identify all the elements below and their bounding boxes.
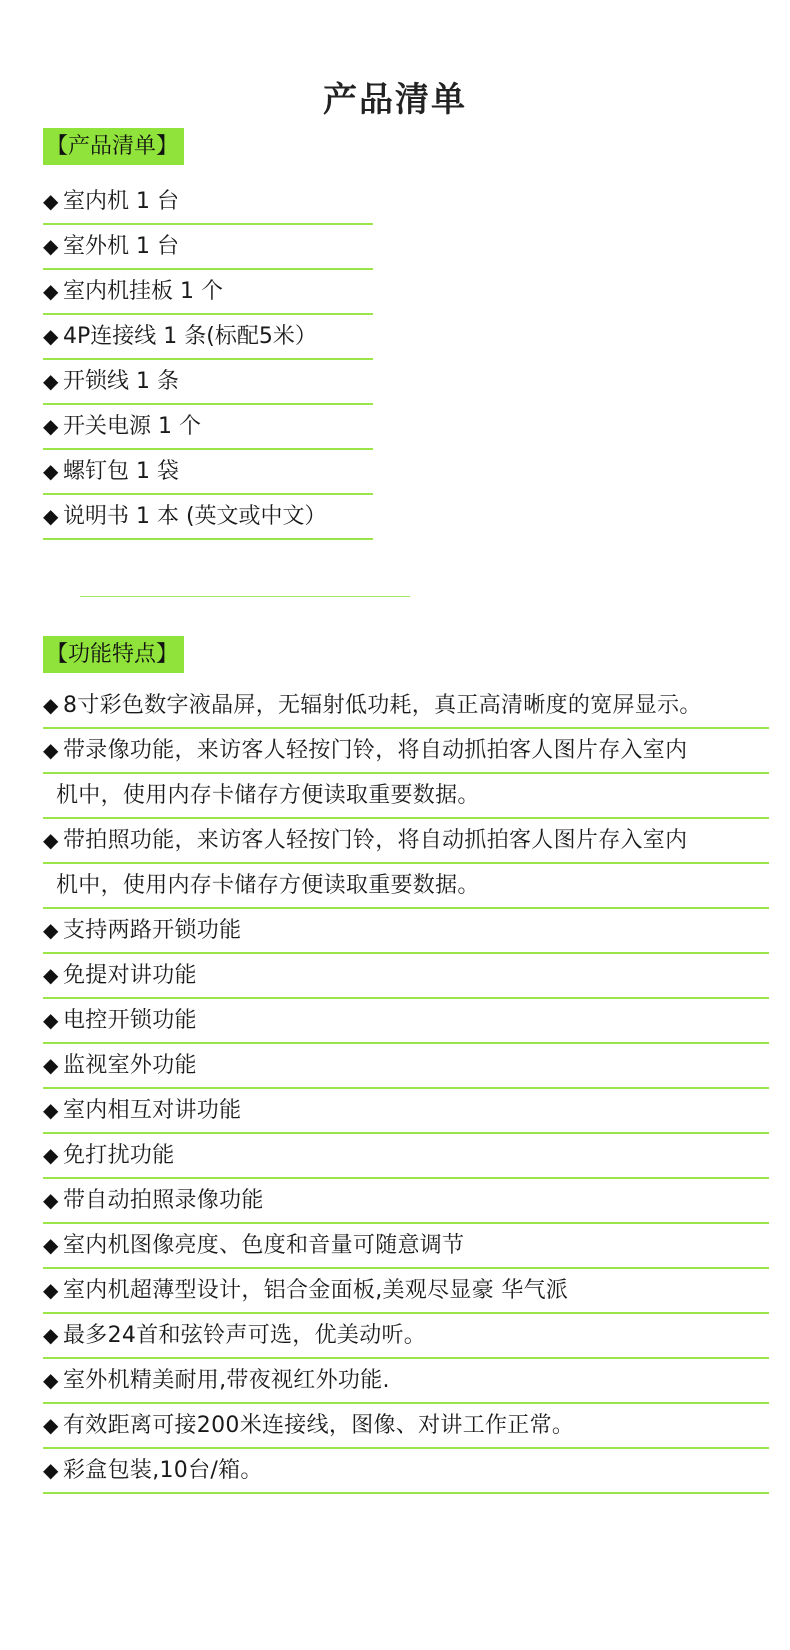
feature-item [43,1449,769,1494]
section-divider [80,596,410,597]
diamond-bullet-icon: ◆ [43,1323,59,1347]
product-item [43,315,373,360]
product-item-text: 开关电源 1 个 [63,414,201,439]
feature-item-continuation [43,774,769,817]
feature-item [43,684,769,729]
feature-item-text: 免提对讲功能 [63,963,197,988]
diamond-bullet-icon: ◆ [43,189,59,213]
diamond-bullet-icon: ◆ [43,414,59,438]
feature-item-text: 监视室外功能 [63,1053,197,1078]
feature-item-text: 电控开锁功能 [63,1008,197,1033]
feature-item [43,1179,769,1224]
product-item [43,450,373,495]
feature-item-text: 室内机图像亮度、色度和音量可随意调节 [63,1233,465,1258]
product-item-text: 说明书 1 本 (英文或中文） [63,504,327,529]
product-item [43,225,373,270]
feature-item-continuation [43,864,769,907]
feature-item-text: 带拍照功能，来访客人轻按门铃，将自动抓拍客人图片存入室内 [63,828,688,853]
feature-list-tag: 【功能特点】 [43,636,184,673]
product-list [43,180,373,540]
feature-item-text: 8寸彩色数字液晶屏，无辐射低功耗，真正高清晰度的宽屏显示。 [63,693,702,718]
diamond-bullet-icon: ◆ [43,459,59,483]
diamond-bullet-icon: ◆ [43,1008,59,1032]
diamond-bullet-icon: ◆ [43,828,59,852]
feature-item [43,1089,769,1134]
feature-item-text: 带自动拍照录像功能 [63,1188,264,1213]
diamond-bullet-icon: ◆ [43,279,59,303]
diamond-bullet-icon: ◆ [43,369,59,393]
diamond-bullet-icon: ◆ [43,1413,59,1437]
diamond-bullet-icon: ◆ [43,1188,59,1212]
product-item [43,405,373,450]
diamond-bullet-icon: ◆ [43,918,59,942]
diamond-bullet-icon: ◆ [43,234,59,258]
product-item-text: 室内机挂板 1 个 [63,279,223,304]
feature-item [43,819,769,909]
diamond-bullet-icon: ◆ [43,504,59,528]
feature-item [43,909,769,954]
diamond-bullet-icon: ◆ [43,693,59,717]
feature-item-text: 有效距离可接200米连接线，图像、对讲工作正常。 [63,1413,575,1438]
feature-item-text: 机中，使用内存卡储存方便读取重要数据。 [56,783,480,808]
feature-item-line [43,729,769,774]
diamond-bullet-icon: ◆ [43,1233,59,1257]
feature-item [43,1359,769,1404]
diamond-bullet-icon: ◆ [43,1368,59,1392]
feature-item [43,1404,769,1449]
feature-item [43,999,769,1044]
product-item-text: 螺钉包 1 袋 [63,459,179,484]
feature-item-text: 机中，使用内存卡储存方便读取重要数据。 [56,873,480,898]
diamond-bullet-icon: ◆ [43,1053,59,1077]
feature-item [43,954,769,999]
diamond-bullet-icon: ◆ [43,324,59,348]
feature-item-line [43,819,769,864]
feature-item-text: 彩盒包装,10台/箱。 [63,1458,263,1483]
product-item [43,360,373,405]
diamond-bullet-icon: ◆ [43,738,59,762]
product-item-text: 开锁线 1 条 [63,369,179,394]
feature-item [43,1044,769,1089]
product-item [43,270,373,315]
diamond-bullet-icon: ◆ [43,1143,59,1167]
feature-item-text: 带录像功能，来访客人轻按门铃，将自动抓拍客人图片存入室内 [63,738,688,763]
product-list-tag: 【产品清单】 [43,128,184,165]
diamond-bullet-icon: ◆ [43,963,59,987]
diamond-bullet-icon: ◆ [43,1098,59,1122]
product-item [43,495,373,540]
product-item [43,180,373,225]
diamond-bullet-icon: ◆ [43,1458,59,1482]
feature-item-text: 室内相互对讲功能 [63,1098,242,1123]
feature-item [43,1314,769,1359]
product-item-text: 室内机 1 台 [63,189,179,214]
feature-item-text: 室外机精美耐用,带夜视红外功能. [63,1368,390,1393]
page-title: 产品清单 [323,80,467,120]
feature-list [43,684,769,1494]
feature-item [43,1134,769,1179]
feature-item [43,1224,769,1269]
product-item-text: 室外机 1 台 [63,234,179,259]
feature-item-text: 免打扰功能 [63,1143,175,1168]
feature-item-text: 最多24首和弦铃声可选，优美动听。 [63,1323,427,1348]
feature-item-text: 室内机超薄型设计，铝合金面板,美观尽显豪 华气派 [63,1278,569,1303]
feature-item-text: 支持两路开锁功能 [63,918,242,943]
feature-item [43,729,769,819]
feature-item [43,1269,769,1314]
product-item-text: 4P连接线 1 条(标配5米） [63,324,317,349]
diamond-bullet-icon: ◆ [43,1278,59,1302]
